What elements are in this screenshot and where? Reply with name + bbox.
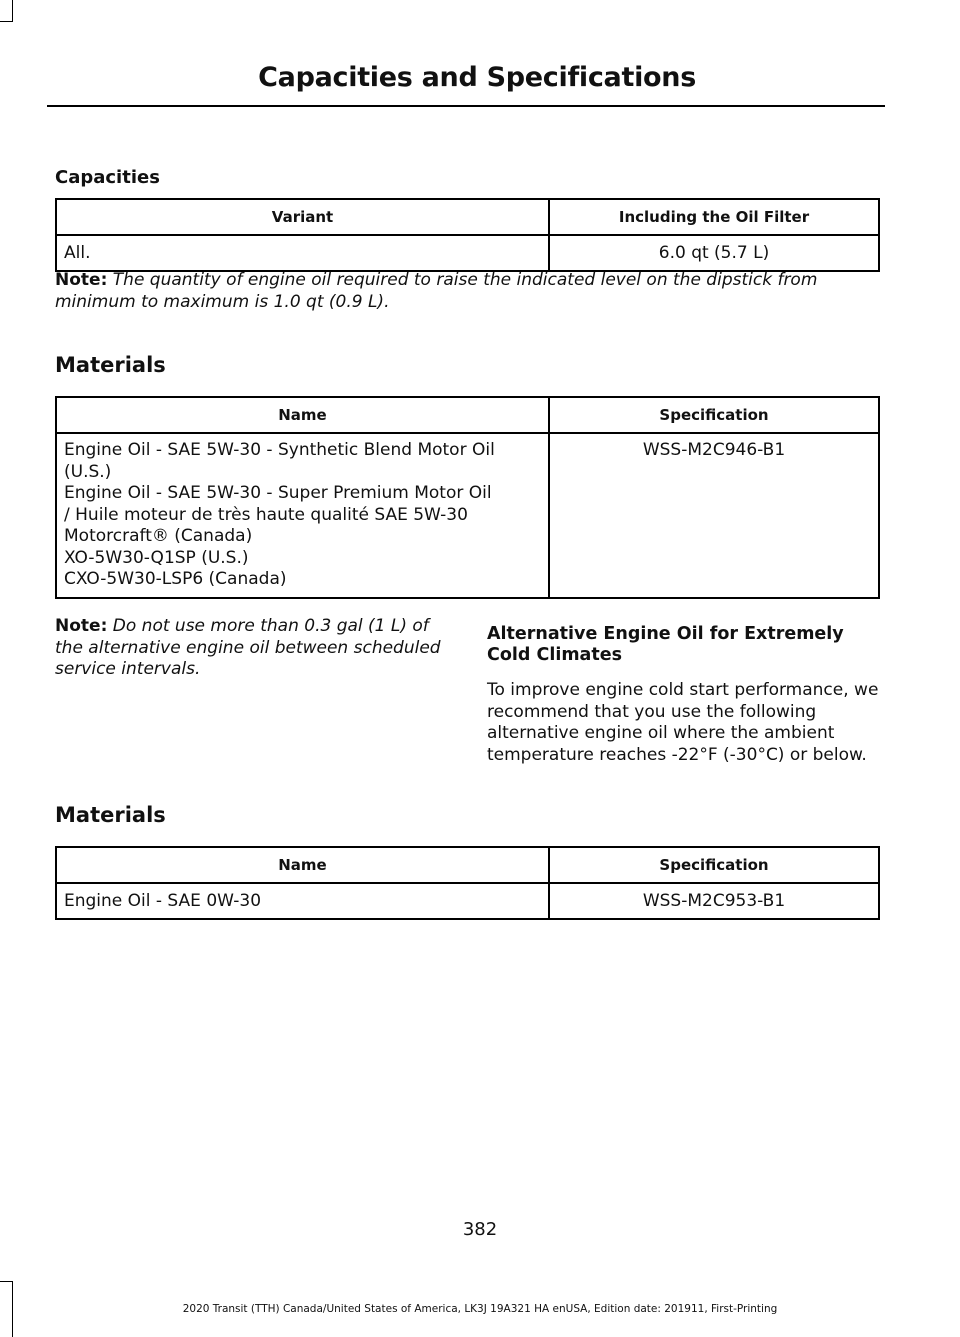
- page-number: 382: [462, 1219, 498, 1240]
- crop-mark-bottom-left-horizontal: [0, 1281, 13, 1282]
- alternative-oil-heading: Alternative Engine Oil for Extremely Cold Climates: [487, 624, 844, 665]
- page-title: Capacities and Specifications: [258, 62, 696, 93]
- note-text: The quantity of engine oil required to raise the indicated level on the dipstick from minimum to maximum is 1.0 qt (0.9 L).: [55, 270, 818, 312]
- capacities-table: [55, 198, 880, 272]
- alternative-oil-body: To improve engine cold start performance, we recommend that you use the following alternative engine oil where the ambient temperature reaches -22°F (-30°C) or below.: [487, 680, 879, 765]
- materials-heading: Materials: [55, 353, 166, 377]
- name-line: / Huile moteur de très haute qualité SAE 5W-30: [64, 504, 468, 525]
- header-rule: [47, 105, 885, 107]
- column-header-including-oil-filter: Including the Oil Filter: [549, 199, 879, 235]
- cell-name: Engine Oil - SAE 0W-30: [56, 883, 549, 919]
- table-header-row: [56, 847, 879, 883]
- name-line: (U.S.): [64, 461, 112, 482]
- cell-variant: All.: [56, 235, 549, 271]
- note-text: Do not use more than 0.3 gal (1 L) of the alternative engine oil between scheduled service intervals.: [55, 616, 441, 679]
- materials-heading-2: Materials: [55, 803, 166, 827]
- cell-name: [56, 433, 549, 598]
- table-header-row: [56, 199, 879, 235]
- cell-specification: WSS-M2C953-B1: [549, 883, 879, 919]
- column-header-name: Name: [56, 847, 549, 883]
- note-label: Note:: [55, 616, 108, 636]
- materials-table: [55, 396, 880, 599]
- materials-note: [55, 616, 455, 681]
- capacities-note: [55, 270, 885, 313]
- column-header-specification: Specification: [549, 847, 879, 883]
- table-header-row: [56, 397, 879, 433]
- column-header-variant: Variant: [56, 199, 549, 235]
- cell-specification: WSS-M2C946-B1: [549, 433, 879, 598]
- crop-mark-top-left-horizontal: [0, 21, 13, 22]
- cell-capacity: 6.0 qt (5.7 L): [549, 235, 879, 271]
- crop-mark-top-left-vertical: [12, 0, 13, 22]
- name-line: Motorcraft® (Canada): [64, 526, 253, 546]
- column-header-specification: Specification: [549, 397, 879, 433]
- name-line: Engine Oil - SAE 5W-30 - Synthetic Blend Motor Oil: [64, 440, 495, 460]
- capacities-heading: Capacities: [55, 167, 160, 188]
- table-row: [56, 883, 879, 919]
- name-line: CXO-5W30-LSP6 (Canada): [64, 569, 287, 589]
- name-line: Engine Oil - SAE 5W-30 - Super Premium Motor Oil: [64, 483, 492, 503]
- edition-footer: 2020 Transit (TTH) Canada/United States of America, LK3J 19A321 HA enUSA, Edition date: 201911, First-Printing: [182, 1303, 778, 1315]
- materials-table-2: [55, 846, 880, 920]
- name-line: XO-5W30-Q1SP (U.S.): [64, 547, 249, 568]
- table-row: [56, 433, 879, 598]
- table-row: [56, 235, 879, 271]
- note-label: Note:: [55, 270, 108, 290]
- column-header-name: Name: [56, 397, 549, 433]
